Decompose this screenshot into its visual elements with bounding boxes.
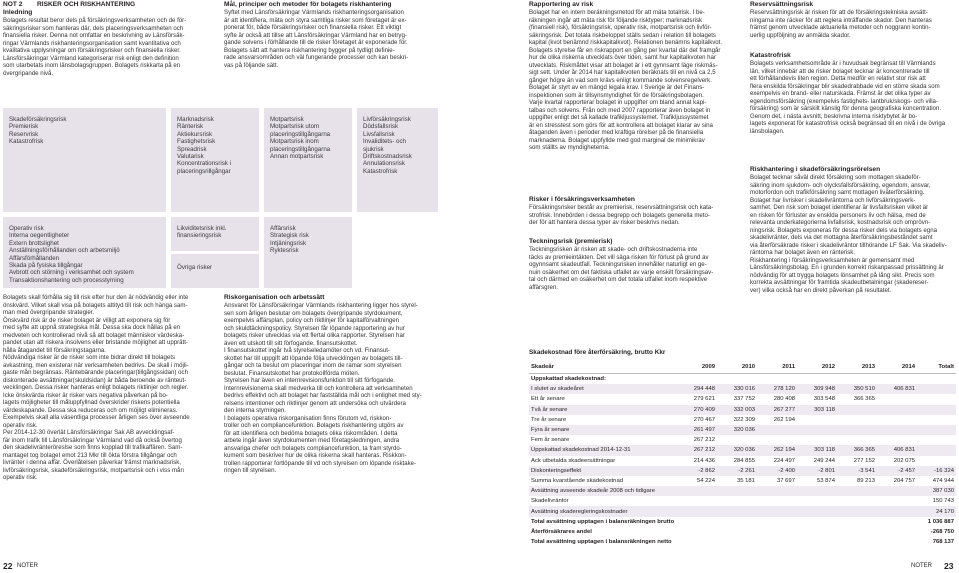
risk-category-item: placeringsrillgångar: [177, 167, 231, 175]
table-row: [529, 374, 956, 385]
col4-text: Reservsättningsrisk är risken för att de försäkringstekniska avsätt- ningarna inte räcker för att reglera inträffande skador. Den hanteras främst genom utvecklade aktuariella metoder och noggrann kontin- uerlig uppföljning av anmälda skador.: [750, 9, 932, 39]
table-cell: [877, 517, 917, 527]
table-cell: [877, 496, 917, 506]
risk-category-title: Affärsrisk: [270, 225, 296, 232]
col4-heading-3: Riskhantering i skadeförsäkringsrörelsen: [750, 166, 881, 173]
table-cell: 320 036: [717, 425, 757, 435]
table-cell: 387 030: [917, 486, 956, 496]
table-row: [529, 435, 956, 445]
risk-box-operativ: [3, 217, 166, 288]
table-cell: 24 170: [917, 506, 956, 516]
table-cell: 406 831: [877, 384, 917, 394]
table-cell: [837, 405, 877, 415]
table-cell: [797, 537, 837, 547]
risk-category-item: Premierisk: [9, 123, 39, 131]
table-cell: 267 212: [693, 437, 715, 444]
column-header: 2014: [877, 361, 917, 374]
table-cell: 294 448: [677, 384, 717, 394]
row-label: Ack utbetalda skadeersättningar: [531, 457, 616, 464]
table-cell: [797, 527, 837, 537]
left-body-text: Bolagets skall förhålla sig till risk efter hur den är nödvändig eller inte önskvärd. Vilket skall visa på bolagets attityd till risk och hänga sam- man med övergripande strategier. Önskvärd risk är de risker bolaget är villigt att exponera sig för med syfte att uppnå strategiska mål. Dessa ska dock hållas på en medveten och kontrollerad nivå så att bolaget människor värdeska- pandet utan att riskera insolvens eller bristande möjlighet att upprätt- hålla åtagandet till försäkringstagarna. Nödvändiga risker är de risker som inte bidrar direkt till bolagets avkastning, men existerar när verksamheten bedrivs. De skall i möjli- gaste mån begränsas. Räntebärande placeringar(tillgångssidan) och diskonterade avsättningar(skuldsidan) är båda beroende av ränteut- vecklingen. Dessa risker hanteras enligt bolagets riktlinjer och regler. Icke önskvärda risker är risker vars negativa påverkan på bo- lagets möjligheter till måluppfyllnad överskrider riskens potentiella värdeskapande. Dessa ska reduceras och om möjligt elimineras. Exempelvis skall alla väsentliga processer årligen ses över avseende operativ risk. Per 2014-12-30 överlät Länsförsäkringar Sak AB avvecklingsaf- fär inom trafik till Länsförsäkringar Värmland vad då också övertog den skadelivränteröreslse som finns kopplad till trafikaffären. Sam- mantaget tog bolaget emot 213 Mkr till ökta förstra tillgångar och livränter i denna affär. Överlåtelsen påverkar främst marknadsrisk, livförsäkringsrisk, skadeförsäkringsrisk, motpartsrisk och i viss mån operativ risk.: [3, 294, 190, 481]
table-cell: -2 400: [757, 466, 797, 476]
table-cell: [877, 405, 917, 415]
table-cell: [757, 435, 797, 445]
row-label: Uppskattad skadekostnad:: [531, 376, 606, 383]
table-cell: 309 948: [797, 384, 837, 394]
row-label: Avsättning avseende skadeår 2008 och tidigare: [529, 486, 677, 496]
risk-category-item: Driftskostnadsrisk: [363, 153, 412, 161]
risk-category-item: Livsfallsrisk: [363, 130, 395, 138]
table-row: [529, 445, 956, 455]
risk-box-livforsakring: [357, 108, 438, 212]
table-cell: [717, 486, 757, 496]
table-cell: [717, 496, 757, 506]
risk-category-title: Livförsäkringsrisk: [363, 116, 411, 123]
table-cell: [757, 425, 797, 435]
table-cell: [917, 384, 956, 394]
risk-category-item: Transaktionshantering och processtyrning: [9, 276, 124, 284]
table-cell: [877, 537, 917, 547]
table-cell: 768 137: [932, 539, 954, 546]
risk-category-item: Spreadrisk: [177, 145, 207, 153]
table-cell: [877, 527, 917, 537]
footer-label-left: NOTER: [17, 563, 38, 569]
col2-text: Syftet med Länsförsäkringar Värmlands riskhanteringsorganisation är att identifiera, mäta och styra samtliga risker som företaget är ex- ponerat för, både försäkringsrisker och finansiella risker. Ett viktigt syfte är också att tillse att Länsförsäkringar Värmland har en betryg- gande solvens i förhållande till de risker företaget är exponerade för. Bolagets sätt att hantera riskhantering bygger på tydligt definie- rade ansvarsområden och väl fungerande processer och kan beskri- vas på följande sätt.: [224, 9, 409, 69]
risk-category-item: Intjäningsrisk: [270, 239, 307, 247]
table-cell: 267 277: [757, 405, 797, 415]
col3-heading: Rapportering av risk: [529, 1, 594, 8]
risk-category-title: Motpartsrisk: [270, 116, 304, 123]
table-cell: 303 548: [813, 396, 835, 403]
risk-box-marknad: [171, 108, 259, 212]
table-cell: [877, 394, 917, 404]
table-cell: 224 497: [773, 457, 795, 464]
col3-text-3: Teckningsrisken är risken att skade- och driftskostnaderna inte täcks av premieintäkten. Det vill säga risken för förlust på grund av ogynnsamt skadeutfall. Teckningsrisken innehåller naturligt en ge- nuin osäkerhet om det faktiska utfallet av varje enskilt försäkringsav- tal och därmed en osäkerhet om det totala utfallet inom respektive affärsgren.: [529, 246, 714, 291]
table-cell: 284 855: [733, 457, 755, 464]
table-cell: 322 309: [733, 416, 755, 423]
table-cell: [877, 506, 917, 516]
risk-category-item: Interna oegentligheter: [9, 232, 70, 240]
table-cell: 320 036: [717, 445, 757, 455]
table-cell: 262 194: [757, 445, 797, 455]
risk-category-item: Motpartsrisk utom: [270, 123, 320, 131]
table-cell: [877, 486, 917, 496]
table-cell: -2 862: [677, 466, 717, 476]
row-label: Fem år senare: [531, 437, 570, 444]
table-cell: [757, 527, 797, 537]
table-cell: 279 621: [693, 396, 715, 403]
risk-category-item: finansieringsrisk: [177, 232, 222, 240]
note-title: RISKER OCH RISKHANTERING: [37, 1, 136, 8]
table-cell: 249 244: [813, 457, 835, 464]
risk-category-item: placeringstillgångarna: [270, 145, 331, 153]
table-header-row: [529, 361, 956, 374]
col2-heading-2: Riskorganisation och arbetssätt: [224, 294, 325, 301]
table-cell: [917, 394, 956, 404]
table-cell: [757, 537, 797, 547]
table-cell: 267 212: [677, 445, 717, 455]
table-cell: 1 036 887: [927, 518, 954, 525]
row-label: Tre år senare: [531, 416, 567, 423]
risk-category-item: Affärsförhållanden: [9, 254, 60, 262]
risk-box-motpart: [264, 108, 352, 212]
table-cell: [837, 517, 877, 527]
table-cell: 332 003: [717, 405, 757, 415]
table-cell: -268 750: [930, 528, 954, 535]
table-row: [529, 384, 956, 394]
row-label: Ett år senare: [531, 396, 565, 403]
table-cell: [677, 506, 717, 516]
table-cell: 204 757: [893, 477, 915, 484]
table-cell: [677, 527, 717, 537]
table-cell: -2 457: [877, 466, 917, 476]
risk-category-item: Katastrofrisk: [9, 138, 44, 146]
risk-category-title: Operativ risk: [9, 225, 44, 232]
risk-category-item: Ränterisk: [177, 123, 204, 131]
page-number-right: 23: [944, 561, 954, 571]
table-cell: [797, 517, 837, 527]
col3-text: Bolaget har en intern beräkningsmetod för att mäta totalrisk. I be- räkningen ingår att mäta risk för följande risktyper; marknadsrisk (finansiell risk), försäkringsrisk, operativ risk, motpartsrisk och livför- säkringsrisk. Det totala riskbeloppet ställs sedan i relation till bolagets kapital (kvot benämnd riskkapitalkvot). Relationen benämns kapitalkvot. Bolagets styrelse får en riskrapport en gång per kvartal där det framgår hur de olika riskerna utvecklats över tiden, samt hur kapitalkvoten har utvecklats. Riskmåttet visar att bolaget är i ett gynnsamt läge riskmäs- sigt sett. Under år 2014 har kapitalkvoten beräknats till en nivå ca 2,5 gånger högre än vad som krävs enligt kommande solvensregelverk. Bolaget är styrt av en mängd legala krav. I Sverige är det Finans- inspektionen som är tillsynsmyndighet för de försäkringsbolagen. Varje kvartal rapporterar bolaget in uppgifter om bland annat kapi- talbas och solvens. Från och med 2007 rapporterar även bolaget in uppgifter enligt det så kallade trafikljussystemet. Trafikljussystemet är en stresstest som görs för att kontrollera att bolaget klarar av sina åtaganden även i perioder med kraftiga rörelser på de finansiella marknaderna. Bolaget uppfyllde med god marginal de minimikrav som ställts av myndigheterna.: [529, 9, 723, 151]
table-cell: [917, 425, 956, 435]
risk-category-item: Fastighetsrisk: [177, 138, 216, 146]
risk-category-item: Valutarisk: [177, 153, 204, 161]
row-label: Total avsättning upptagen i balansräkningen netto: [531, 539, 672, 546]
col3-heading-2: Risker i försäkringsverksamheten: [529, 196, 635, 203]
table-cell: [677, 517, 717, 527]
footer-label-right: NOTER: [911, 563, 932, 569]
table-cell: -3 541: [837, 466, 877, 476]
table-cell: [837, 425, 877, 435]
table-cell: 350 510: [837, 384, 877, 394]
table-cell: [717, 537, 757, 547]
table-cell: 330 016: [717, 384, 757, 394]
table-cell: [917, 374, 956, 385]
risk-category-item: Motpartsrisk inom: [270, 138, 319, 146]
risk-category-item: Avbrott och störning i verksamhet och system: [9, 269, 134, 277]
risk-box-skadeforsakring: [3, 108, 166, 212]
table-cell: [797, 425, 837, 435]
col3-text-2: Försäkringsrisker består av premierisk, reservsättningsrisk och kata- strofrisk. Innebörden i dessa begrepp och bolagets generella meto- der för att hantera dessa typer av risker beskrivs nedan.: [529, 204, 714, 226]
table-cell: [677, 496, 717, 506]
col4-heading-2: Katastrofrisk: [750, 52, 791, 59]
risk-category-item: Annan motpartsrisk: [270, 153, 324, 161]
table-row: [529, 425, 956, 435]
table-row: [529, 415, 956, 425]
table-cell: [797, 374, 837, 385]
risk-category-item: Skada på fysiska tillgångar: [9, 262, 83, 270]
table-cell: [797, 415, 837, 425]
risk-category-item: Anställningsförhållanden och arbetsmiljö: [9, 247, 120, 255]
table-cell: [717, 374, 757, 385]
table-row: [529, 394, 956, 404]
table-cell: [837, 486, 877, 496]
col2-text-2: Ansvaret för Länsförsäkringar Värmlands riskhantering ligger hos styrel- sen som årligen beslutar om bolagets övergripande styrdokument, exempelvis affärsplan, policy och riktlinjer för kapitalförvaltningen och skuldtäckningspolicy. Styrelsen får löpande rapportering av hur bolagets risker utvecklas via ett flertal olika rapporter. Styrelsen har även ett utskott till sitt förfogande, finansutskottet. I finansutskottet ingår två styrelseledamöter och vd. Finansut- skottet har till uppgift att löpande följa utvecklingen av bolagets till- gångar och ta beslut om placeringar inom de ramar som styrelsen beslutat. Finansutskottet har protokollförda möten. Styrelsen har även en internrevisionsfunktion till sitt förfogande. Internrevisionerna skall medverka till och kontrollera att verksamheten bedrivs effektivt och att bolaget har fastställda mål och i enlighet med sty- relsens intentioner och riktlinjer genom att undersöka och utvärdera den interna styrningen. I bolagets operativa riskorganisation finns förutom vd, riskkon- troller och en compliancefunktion. Bolagets riskhantering utgörs av för att identifiera och bedöma bolagets olika riskområden. I detta arbete ingår även styrdokumenten med företagsledningen, andra ansvariga chefer och bolagets compliancefunktion, ta fram styrdo- kument som beskriver hur de olika riskerna skall hanteras. Riskkon- trollen rapporterar fortlöpande till vd och styrelsen om löpande risktake- ringen till styrelsen.: [224, 302, 422, 474]
table-cell: 89 213: [856, 477, 875, 484]
column-header: 2013: [837, 361, 877, 374]
row-label: Total avsättning upptagen i balansräkningen brutto: [531, 518, 675, 525]
table-cell: [677, 486, 717, 496]
table-cell: -2 261: [717, 466, 757, 476]
risk-box-empty: [357, 217, 438, 288]
table-row: [529, 456, 956, 466]
table-cell: 261 497: [677, 425, 717, 435]
table-cell: 303 118: [797, 445, 837, 455]
table-cell: [837, 496, 877, 506]
risk-category-item: Extern brottslighet: [9, 239, 59, 247]
table-row: [529, 506, 956, 516]
row-label: Avsättning skaderegleringskostnader: [529, 506, 677, 516]
table-cell: 280 408: [773, 396, 795, 403]
table-cell: [757, 506, 797, 516]
column-header: 2012: [797, 361, 837, 374]
col3-heading-3: Teckningsrisk (premierisk): [529, 238, 613, 245]
table-title: Skadekostnad före återförsäkring, brutto Kkr: [529, 349, 666, 356]
risk-category-title: Marknadsrisk: [177, 116, 214, 123]
table-cell: 270 409: [677, 405, 717, 415]
table-cell: 366 365: [853, 396, 875, 403]
table-cell: [797, 486, 837, 496]
risk-category-item: Strategisk risk: [270, 232, 309, 240]
risk-category-item: Invaliditets- och: [363, 138, 406, 146]
table-cell: [837, 374, 877, 385]
risk-category-item: Aktiekursrisk: [177, 130, 213, 138]
table-row: [529, 486, 956, 496]
table-row: [529, 405, 956, 415]
table-row: [529, 476, 956, 486]
table-cell: [877, 435, 917, 445]
row-label: Summa kvarstående skadekostnad: [531, 477, 624, 484]
table-cell: [837, 415, 877, 425]
table-cell: [917, 445, 956, 455]
table-cell: 53 874: [816, 477, 835, 484]
table-cell: 337 752: [733, 396, 755, 403]
table-cell: [757, 486, 797, 496]
table-row: [529, 537, 956, 547]
risk-category-title: Skadeförsäkringsrisk: [9, 116, 67, 123]
note-number: NOT 2: [3, 1, 23, 8]
table-cell: [717, 506, 757, 516]
row-label: I slutet av skadeåret: [529, 384, 677, 394]
table-cell: [837, 537, 877, 547]
table-cell: [717, 435, 757, 445]
table-row: [529, 527, 956, 537]
col4-heading: Reservsättningsrisk: [750, 1, 814, 8]
risk-box-affarsrisk: [264, 217, 352, 288]
table-cell: 37 697: [776, 477, 795, 484]
risk-category-item: Annulationsrisk: [363, 160, 405, 168]
table-cell: 35 181: [736, 477, 755, 484]
risk-box-ovriga: [171, 254, 259, 288]
row-label: Fyra år senare: [529, 425, 677, 435]
table-cell: [917, 435, 956, 445]
table-cell: [837, 506, 877, 516]
table-cell: [877, 425, 917, 435]
risk-category-title: Övriga risker: [177, 264, 213, 271]
row-label: Återförsäkrares andel: [531, 528, 592, 535]
table-cell: 270 467: [693, 416, 715, 423]
table-row: [529, 496, 956, 506]
table-cell: 150 743: [932, 498, 954, 505]
risk-category-item: Reservrisk: [9, 130, 39, 138]
table-cell: 278 120: [757, 384, 797, 394]
table-cell: 406 831: [877, 445, 917, 455]
risk-category-item: Katastrofrisk: [363, 167, 398, 175]
table-cell: [877, 374, 917, 385]
table-cell: [677, 374, 717, 385]
table-cell: 277 152: [853, 457, 875, 464]
column-header: 2010: [717, 361, 757, 374]
table-row: [529, 466, 956, 476]
table-cell: 202 075: [893, 457, 915, 464]
risk-category-item: Dödsfallsrisk: [363, 123, 399, 131]
table-cell: [757, 517, 797, 527]
column-header: Skadeår: [529, 361, 677, 374]
risk-box-likviditet: [171, 217, 259, 251]
risk-category-item: Ryktesrisk: [270, 247, 299, 255]
table-cell: 262 194: [773, 416, 795, 423]
table-cell: [877, 415, 917, 425]
table-cell: -2 801: [797, 466, 837, 476]
intro-heading: Inledning: [3, 9, 33, 16]
table-cell: 214 436: [693, 457, 715, 464]
table-cell: 474 944: [932, 477, 954, 484]
column-header: 2009: [677, 361, 717, 374]
table-cell: [837, 435, 877, 445]
table-cell: [677, 537, 717, 547]
table-cell: 54 224: [696, 477, 715, 484]
row-label: Skadelivräntor: [531, 498, 569, 505]
table-cell: -16 324: [917, 466, 956, 476]
row-label: Uppskattad skadekostnad 2014-12-31: [529, 445, 677, 455]
intro-text: Bolagets resultat beror dels på försäkringsverksamheten och de för- säkringsrisker som hanteras där, dels placeringsverksamheten och finansiella risker. Denna not omfattar en beskrivning av Länsförsäk- ringar Värmlands riskhanteringsorganisation samt kvantitativa och kvalitativa upplysningar om försäkringsrisker och finansiella risker. Länsförsäkringar Värmland kategoriserar risk enligt den definition som utarbetats inom länsbolagsgruppen. Bolagets riskkarta på en övergripande nivå.: [3, 17, 187, 77]
table-row: [529, 517, 956, 527]
table-cell: [917, 415, 956, 425]
table-cell: [797, 496, 837, 506]
table-cell: [717, 527, 757, 537]
risk-category-item: Koncentrationsrisk i: [177, 160, 231, 168]
risk-category-item: sjukrisk: [363, 145, 384, 153]
table-cell: [797, 506, 837, 516]
table-cell: 366 365: [837, 445, 877, 455]
table-cell: [757, 496, 797, 506]
table-cell: [917, 456, 956, 466]
column-header: Totalt: [917, 361, 956, 374]
table-cell: [797, 435, 837, 445]
col2-heading: Mål, principer och metoder för bolagets riskhantering: [224, 1, 392, 8]
column-header: 2011: [757, 361, 797, 374]
table-cell: [837, 527, 877, 537]
row-label: Två år senare: [529, 405, 677, 415]
risk-map: [3, 108, 438, 288]
col4-text-3: Bolaget tecknar såväl direkt försäkring som mottagen skadeför- säkring inom sjukdom- och olycksfallsförsäkring, egendom, ansvar, motorfordon och trafikförsäkring samt mottagen liväterförsäkring. Bolaget har livrisker i skadelivräntorna och livförsäkringsverk- samhet. Den risk som bolaget identifierar är livsfallsrisken vilket är en risken för förluster av ensklda personers liv och hälsa, med de relevanta underkategorierna livfallsrisk, kostnadsrisk och omprövn- ningsrisk. Bolagets exponeras för dessa risker dels via bolagets egna skadelivränter, dels via det mottagna återförsäkringsbeståndet samt via återförsäkrade risker i skadelivräntor tillhörande LF Sak. Via skadeliv- räntorna har bolaget även en ränterisk. Riskhantering i försäkringsverksamheten är gemensamt med Länsförsäkringsbolag. En i grunden korrekt riskanpassad prissättning är nödvändig för att trygga bolagets lönsamhet på lång sikt. Precis som korrekta avsättningar för framtida skadeutbetalningar (skadereser- ver) vilka också har en direkt påverkan på resultatet.: [750, 174, 947, 294]
claims-table: [529, 361, 956, 547]
row-label: Diskonteringseffekt: [529, 466, 677, 476]
page-number-left: 22: [3, 561, 13, 571]
table-cell: [917, 405, 956, 415]
col4-text-2: Bolagets verksamhetsområde är i huvudsak begränsat till Värmlands län, vilket innebär att de risker bolaget tecknar är koncentrerade till ett förhållandevis liten region. Detta medför en relativt stor risk att flera enskilda försäkringar blir skadedrabbade vid en större skada som exempelvis en brand- eller naturskada. Främst är det olika typer av egendomsförsäkring (exempelvis fastighets- lantbruk/skogs- och villa- försäkring) som är särskilt känslig för denna geografiska koncentration. Genom det, i nästa avsnitt, beskrivna interna risktybytet är bo- lagets exponerat för katastrofrisk också begränsad till en nivå i de övriga länsbolagen.: [750, 60, 946, 135]
table-cell: [757, 374, 797, 385]
risk-category-title: Likviditetsrisk inkl.: [177, 225, 227, 232]
risk-category-item: placeringstillgångarna: [270, 130, 331, 138]
table-cell: 303 118: [797, 405, 837, 415]
table-cell: [717, 517, 757, 527]
